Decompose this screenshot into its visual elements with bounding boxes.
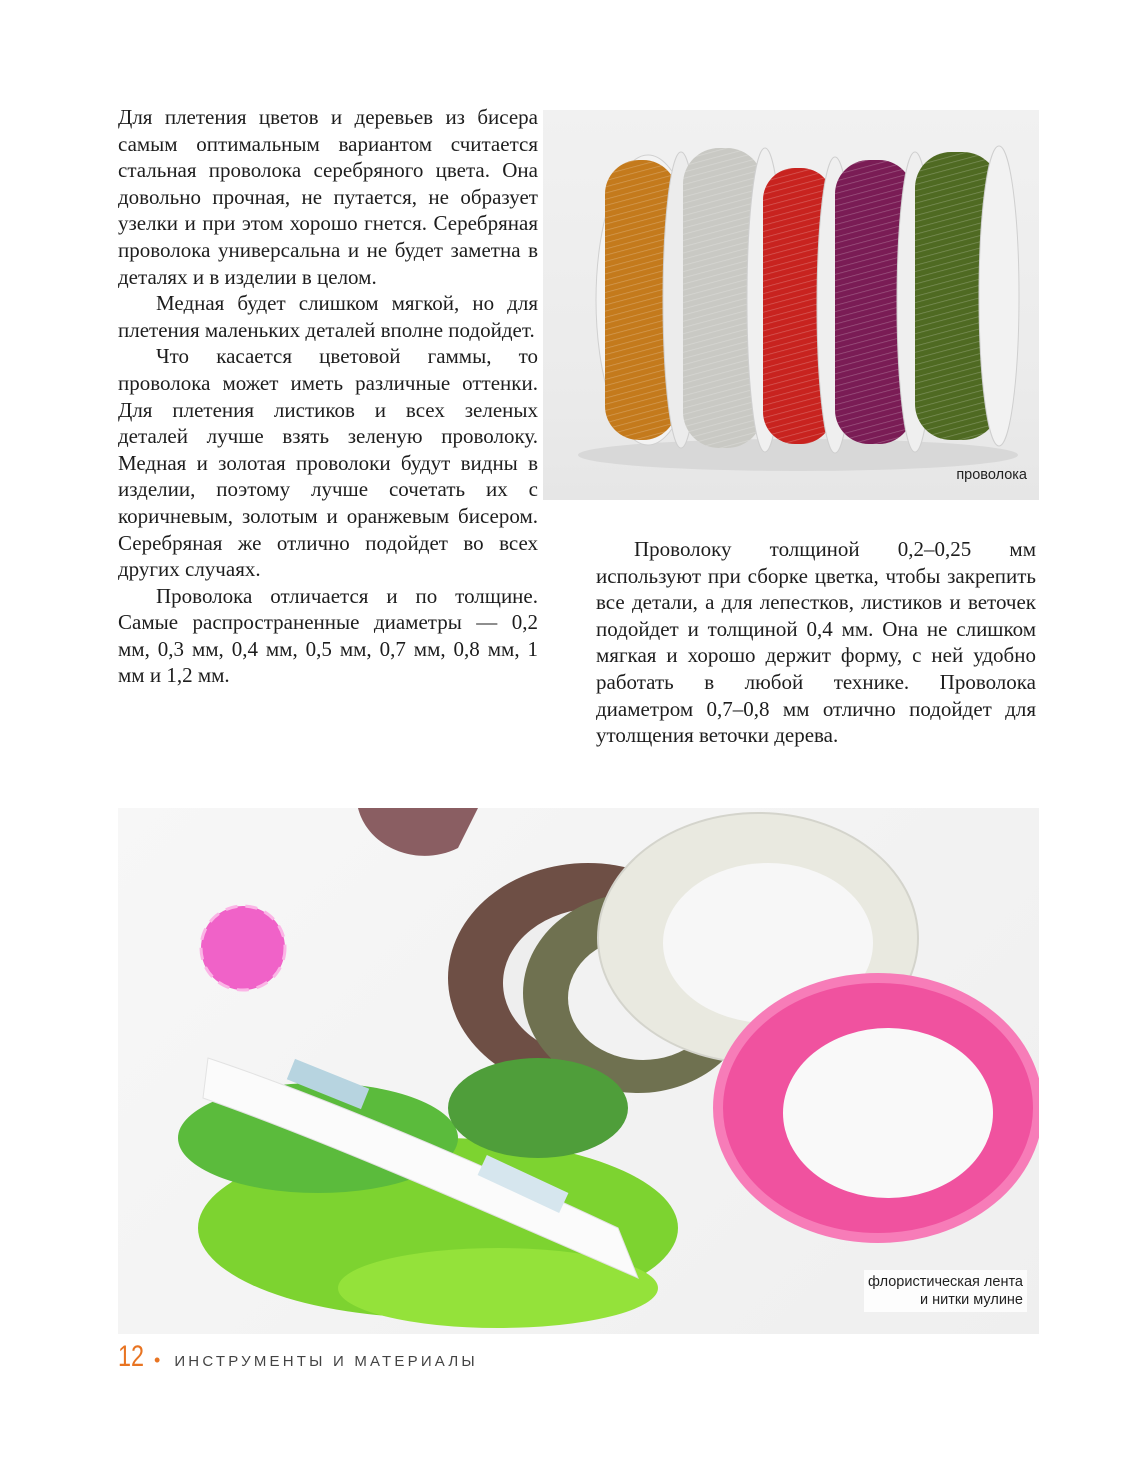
brown-tape-strip [358,808,478,856]
wire-photo-caption: проволока [956,467,1027,483]
tape-caption-line-1: флористическая лента [867,1274,1023,1290]
green-wire-spool [915,146,1019,446]
pink-rattan-ball [201,906,285,990]
left-text-column [118,104,538,689]
right-text-column [596,536,1036,749]
page-footer [118,1340,478,1380]
paragraph-left-3: Что касается цветовой гаммы, то проволока может иметь различные оттенки. Для плетения листиков и всех зеленых деталей лучше взять зеленую проволоку. Медная и золотая проволоки будут видны в изделии, поэтому лучше сочетать их с коричневым, золотым и оранжевым бисером. Серебряная же отлично подойдет во всех других случаях. [118,344,538,582]
tape-caption-line-2: и нитки мулине [919,1292,1023,1308]
tape-photo-caption [864,1270,1027,1312]
wire-spools-illustration [543,110,1039,500]
paragraph-right-1: Проволоку толщиной 0,2–0,25 мм используют при сборке цветка, чтобы закрепить все детали, а для лепестков, листиков и веточек подойдет и толщиной 0,4 мм. Она не слишком мягкая и хорошо держит форму, с ней удобно работать в любой технике. Проволока диаметром 0,7–0,8 мм отлично подойдет для утолщения веточки дерева. [596,537,1036,748]
wire-spools-photo [543,110,1039,500]
page-number: 12 [118,1340,145,1373]
section-title: ИНСТРУМЕНТЫ И МАТЕРИАЛЫ [174,1353,478,1370]
paragraph-left-1: Для плетения цветов и деревьев из бисера самым оптимальным вариантом считается стальная проволока серебряного цвета. Она довольно прочная, не путается, не образует узелки и при этом хорошо гнется. Серебряная проволока универсальна и не будет заметна в деталях и в изделии в целом. [118,105,538,289]
floral-tape-photo [118,808,1039,1334]
bullet-icon: • [154,1350,161,1370]
floral-tape-illustration [118,808,1039,1334]
paragraph-left-4: Проволока отличается и по толщине. Самые распространенные диаметры — 0,2 мм, 0,3 мм, 0,4 мм, 0,5 мм, 0,7 мм, 0,8 мм, 1 мм и 1,2 мм. [118,583,538,688]
paragraph-left-2: Медная будет слишком мягкой, но для плетения маленьких деталей вполне подойдет. [118,291,538,342]
pink-tape-roll [718,978,1038,1238]
